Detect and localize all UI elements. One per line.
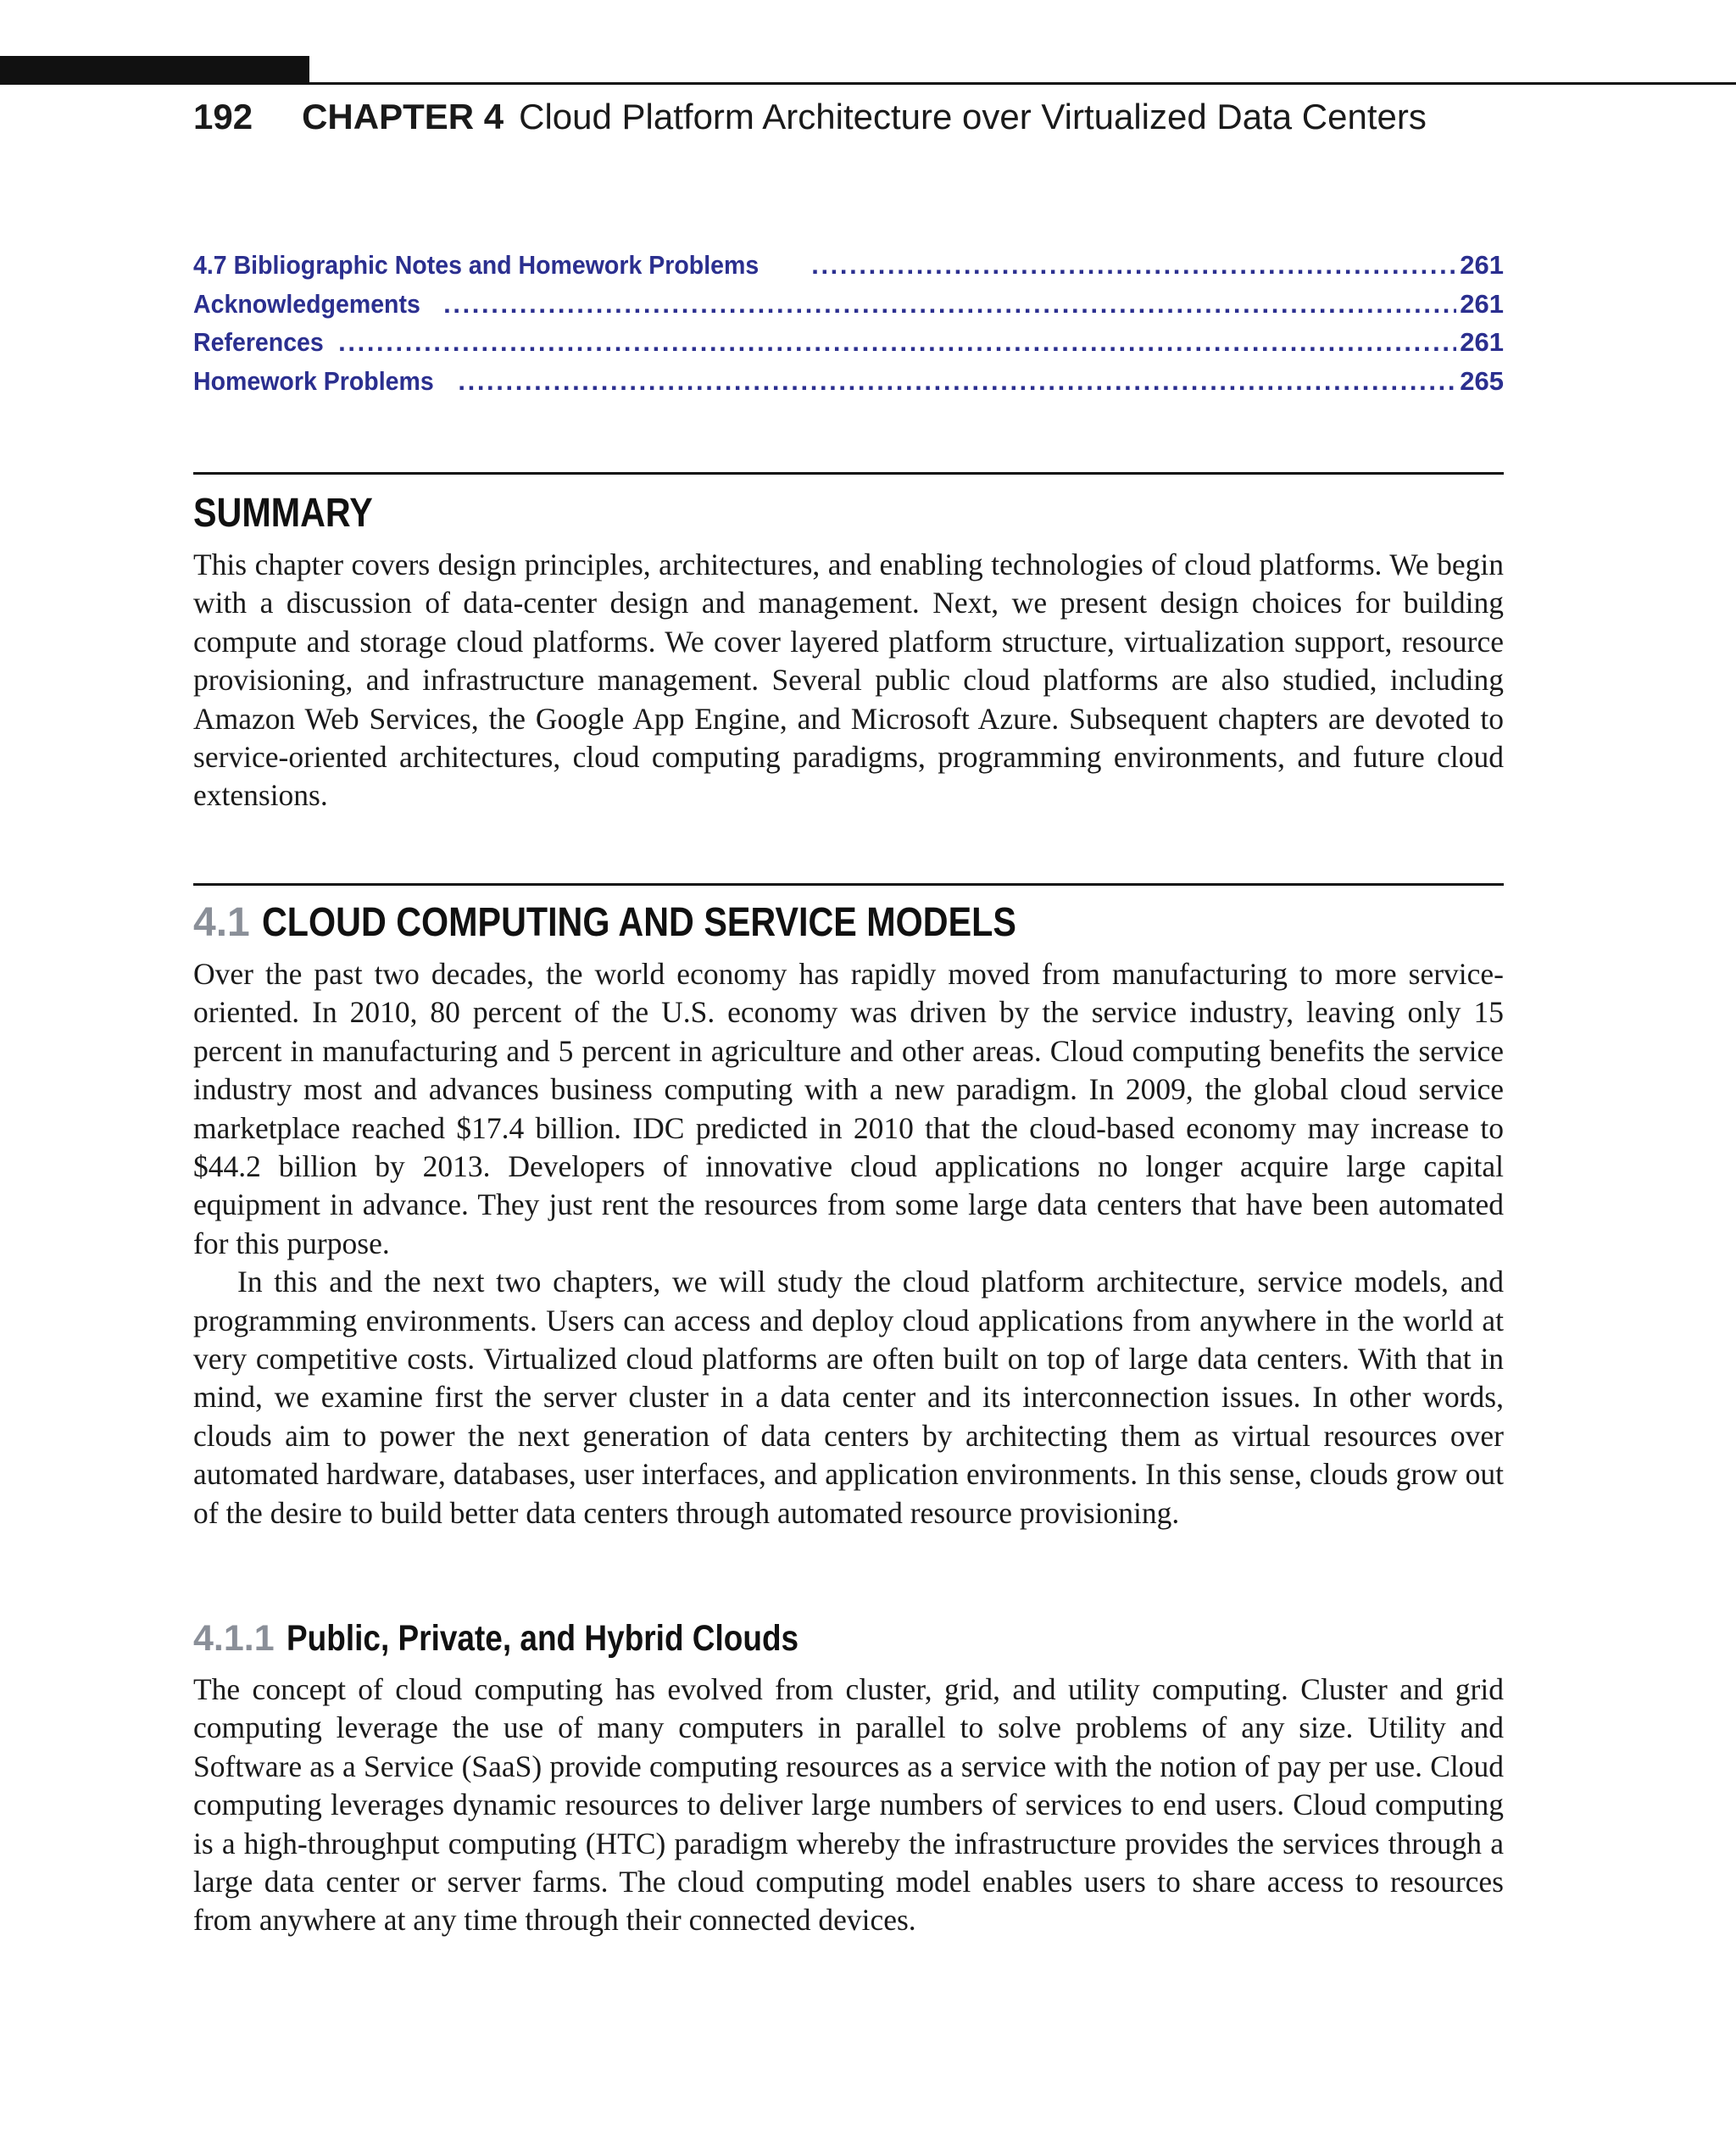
section-title: CLOUD COMPUTING AND SERVICE MODELS [261, 900, 1016, 945]
section-body [193, 955, 1504, 1532]
table-of-contents [193, 246, 1504, 400]
section-rule [193, 883, 1504, 886]
subsection-body [193, 1671, 1504, 1940]
toc-entry[interactable] [193, 323, 1504, 362]
summary-rule [193, 472, 1504, 475]
summary-text [193, 546, 1504, 815]
page-number: 192 [193, 97, 253, 136]
toc-leader [458, 362, 1456, 401]
toc-entry-page[interactable]: 261 [1460, 250, 1504, 280]
section-paragraph: In this and the next two chapters, we will study the cloud platform architecture, service models, and programming environments. Users can access and deploy cloud applications from anywhere in the world at very competitive costs. Virtualized cloud platforms are often built on top of large data centers. With that in mind, we examine first the server cluster in a data center and its interconnection issues. In other words, clouds aim to power the next generation of data centers by architecting them as virtual resources over automated hardware, databases, user interfaces, and application environments. In this sense, clouds grow out of the desire to build better data centers through automated resource provisioning. [193, 1265, 1504, 1530]
header-bar [0, 56, 309, 85]
subsection-heading [193, 1614, 882, 1663]
section-paragraph: Over the past two decades, the world economy has rapidly moved from manufacturing to more service-oriented. In 2010, 80 percent of the U.S. economy was driven by the service industry, leaving only 15 percent in manufacturing and 5 percent in agriculture and other areas. Cloud computing benefits the service industry most and advances business computing with a new paradigm. In 2009, the global cloud service marketplace reached $17.4 billion. IDC predicted in 2010 that the cloud-based economy may increase to $44.2 billion by 2013. Developers of innovative cloud applications no longer acquire large capital equipment in advance. They just rent the resources from some large data centers that have been automated for this purpose. [193, 957, 1504, 1260]
chapter-title: Cloud Platform Architecture over Virtualized Data Centers [519, 97, 1427, 136]
toc-entry[interactable] [193, 362, 1504, 401]
chapter-label: CHAPTER 4 [302, 97, 504, 136]
toc-entry[interactable] [193, 246, 1504, 285]
toc-entry-page[interactable]: 261 [1460, 288, 1504, 319]
summary-heading-text: SUMMARY [193, 491, 373, 536]
subsection-number: 4.1.1 [193, 1618, 275, 1659]
section-number: 4.1 [193, 900, 250, 945]
header-rule [309, 82, 1736, 85]
summary-paragraph: This chapter covers design principles, architectures, and enabling technologies of cloud platforms. We begin with a discussion of data-center design and management. Next, we present design choices for building compute and storage cloud platforms. We cover layered platform structure, virtualization support, resource provisioning, and infrastructure management. Several public cloud platforms are also studied, including Amazon Web Services, the Google App Engine, and Microsoft Azure. Subsequent chapters are devoted to service-oriented architectures, cloud computing paradigms, programming environments, and future cloud extensions. [193, 548, 1504, 813]
toc-entry[interactable] [193, 285, 1504, 324]
toc-leader [811, 246, 1456, 285]
toc-leader [338, 323, 1456, 362]
running-head [193, 92, 1427, 142]
subsection-title: Public, Private, and Hybrid Clouds [286, 1618, 798, 1659]
toc-leader [443, 285, 1456, 324]
subsection-paragraph: The concept of cloud computing has evolved from cluster, grid, and utility computing. Cluster and grid computing leverage the use of many computers in parallel to solve problems of any size. Utility and Software as a Service (SaaS) provide computing resources as a service with the notion of pay per use. Cloud computing leverages dynamic resources to deliver large numbers of services to end users. Cloud computing is a high-throughput computing (HTC) paradigm whereby the infrastructure provides the services through a large data center or server farms. The cloud computing model enables users to share access to resources from anywhere at any time through their connected devices. [193, 1672, 1504, 1938]
toc-entry-label[interactable]: 4.7 Bibliographic Notes and Homework Problems [193, 250, 760, 280]
summary-heading [193, 488, 402, 539]
section-heading [193, 897, 1138, 949]
toc-entry-page[interactable]: 261 [1460, 327, 1504, 357]
toc-entry-page[interactable]: 265 [1460, 365, 1504, 396]
toc-entry-label[interactable]: References [193, 327, 324, 357]
toc-entry-label[interactable]: Homework Problems [193, 365, 434, 396]
toc-entry-label[interactable]: Acknowledgements [193, 288, 420, 319]
